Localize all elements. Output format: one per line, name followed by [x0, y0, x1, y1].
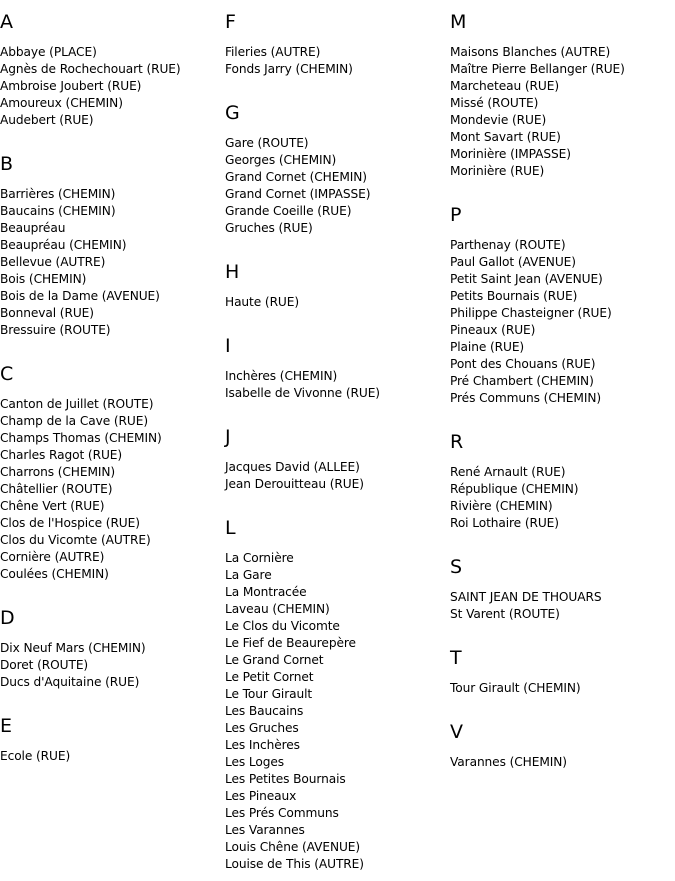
street-list-item: Louise de This (AUTRE): [225, 857, 364, 871]
street-list-item: Prés Communs (CHEMIN): [450, 391, 601, 405]
street-list-item: Ecole (RUE): [0, 749, 71, 763]
letter-section: [225, 260, 447, 311]
street-list-item: Les Gruches: [225, 721, 299, 735]
street-list-item: Le Petit Cornet: [225, 670, 314, 684]
section-letter-heading: E: [0, 715, 13, 737]
section-letter-heading: V: [450, 721, 463, 743]
street-list-item: Roi Lothaire (RUE): [450, 516, 559, 530]
street-list-item: Grande Coeille (RUE): [225, 204, 352, 218]
letter-section: [225, 425, 447, 493]
street-list-item: Plaine (RUE): [450, 340, 525, 354]
street-list-item: Champ de la Cave (RUE): [0, 414, 148, 428]
street-list-item: Les Petites Bournais: [225, 772, 346, 786]
street-list-item: Clos du Vicomte (AUTRE): [0, 533, 151, 547]
street-list-item: Isabelle de Vivonne (RUE): [225, 386, 380, 400]
street-list-item: Bressuire (ROUTE): [0, 323, 111, 337]
column-1: [0, 10, 222, 765]
street-list-item: René Arnault (RUE): [450, 465, 566, 479]
street-list-item: Paul Gallot (AVENUE): [450, 255, 576, 269]
street-list-item: Les Varannes: [225, 823, 305, 837]
section-letter-heading: H: [225, 261, 240, 283]
section-letter-heading: F: [225, 11, 236, 33]
section-letter-heading: C: [0, 363, 14, 385]
street-list-item: Petit Saint Jean (AVENUE): [450, 272, 603, 286]
street-list-item: Morinière (IMPASSE): [450, 147, 571, 161]
street-list-item: Inchères (CHEMIN): [225, 369, 338, 383]
street-list-item: Audebert (RUE): [0, 113, 94, 127]
street-list-item: Mont Savart (RUE): [450, 130, 561, 144]
street-list-item: Pré Chambert (CHEMIN): [450, 374, 594, 388]
street-list-item: Beaupréau: [0, 221, 66, 235]
street-list-item: Jean Derouitteau (RUE): [225, 477, 364, 491]
column-2: [225, 10, 447, 873]
letter-section: [225, 10, 447, 78]
street-list-item: Les Inchères: [225, 738, 300, 752]
street-list-item: Jacques David (ALLEE): [225, 460, 360, 474]
street-list-item: Gruches (RUE): [225, 221, 313, 235]
street-list-item: Doret (ROUTE): [0, 658, 89, 672]
letter-section: [450, 720, 672, 771]
street-list-item: Le Grand Cornet: [225, 653, 324, 667]
street-list-item: Gare (ROUTE): [225, 136, 309, 150]
street-list-item: La Montracée: [225, 585, 307, 599]
street-list-item: Dix Neuf Mars (CHEMIN): [0, 641, 146, 655]
street-list-item: La Gare: [225, 568, 272, 582]
street-list-item: Ambroise Joubert (RUE): [0, 79, 142, 93]
street-list-item: Maître Pierre Bellanger (RUE): [450, 62, 625, 76]
section-letter-heading: B: [0, 153, 14, 175]
street-list-item: Le Tour Girault: [225, 687, 313, 701]
section-letter-heading: R: [450, 431, 464, 453]
street-list-item: Les Loges: [225, 755, 285, 769]
street-list-item: Mondevie (RUE): [450, 113, 547, 127]
street-list-item: Bonneval (RUE): [0, 306, 94, 320]
street-list-item: Les Pineaux: [225, 789, 297, 803]
street-list-item: Le Clos du Vicomte: [225, 619, 340, 633]
street-list-item: Maisons Blanches (AUTRE): [450, 45, 611, 59]
street-list-item: Abbaye (PLACE): [0, 45, 97, 59]
letter-section: [450, 430, 672, 532]
street-list-item: St Varent (ROUTE): [450, 607, 560, 621]
street-list-item: Coulées (CHEMIN): [0, 567, 109, 581]
street-list-item: Varannes (CHEMIN): [450, 755, 567, 769]
section-letter-heading: P: [450, 204, 462, 226]
section-letter-heading: M: [450, 11, 467, 33]
street-list-item: SAINT JEAN DE THOUARS: [450, 590, 602, 604]
section-letter-heading: D: [0, 607, 15, 629]
section-letter-heading: G: [225, 102, 240, 124]
street-list-item: Haute (RUE): [225, 295, 300, 309]
street-list-item: Les Baucains: [225, 704, 304, 718]
street-list-item: Agnès de Rochechouart (RUE): [0, 62, 181, 76]
street-list-item: Philippe Chasteigner (RUE): [450, 306, 612, 320]
letter-section: [0, 10, 222, 129]
street-list-item: Bois (CHEMIN): [0, 272, 87, 286]
street-list-item: Beaupréau (CHEMIN): [0, 238, 127, 252]
street-list-item: Baucains (CHEMIN): [0, 204, 116, 218]
letter-section: [450, 10, 672, 180]
street-list-item: Marcheteau (RUE): [450, 79, 559, 93]
street-list-item: Petits Bournais (RUE): [450, 289, 578, 303]
letter-section: [225, 101, 447, 237]
letter-section: [450, 555, 672, 623]
column-3: [450, 10, 672, 771]
street-list-item: La Cornière: [225, 551, 294, 565]
street-list-item: Parthenay (ROUTE): [450, 238, 566, 252]
street-list-item: Georges (CHEMIN): [225, 153, 337, 167]
street-list-item: Les Prés Communs: [225, 806, 339, 820]
street-list-item: Laveau (CHEMIN): [225, 602, 330, 616]
section-letter-heading: J: [225, 426, 231, 448]
street-list-item: Le Fief de Beaurepère: [225, 636, 356, 650]
street-list-item: Pineaux (RUE): [450, 323, 536, 337]
letter-section: [0, 362, 222, 583]
section-letter-heading: T: [450, 647, 462, 669]
street-list-item: République (CHEMIN): [450, 482, 579, 496]
street-list-item: Grand Cornet (IMPASSE): [225, 187, 371, 201]
letter-section: [225, 516, 447, 873]
street-list-item: Bellevue (AUTRE): [0, 255, 106, 269]
letter-section: [450, 203, 672, 407]
street-list-item: Amoureux (CHEMIN): [0, 96, 123, 110]
letter-section: [450, 646, 672, 697]
letter-section: [0, 606, 222, 691]
letter-section: [0, 714, 222, 765]
street-list-item: Louis Chêne (AVENUE): [225, 840, 361, 854]
street-list-item: Clos de l'Hospice (RUE): [0, 516, 140, 530]
street-list-item: Morinière (RUE): [450, 164, 545, 178]
street-list-item: Cornière (AUTRE): [0, 550, 105, 564]
street-list-item: Ducs d'Aquitaine (RUE): [0, 675, 140, 689]
street-list-item: Charrons (CHEMIN): [0, 465, 116, 479]
section-letter-heading: L: [225, 517, 236, 539]
section-letter-heading: S: [450, 556, 463, 578]
street-list-item: Grand Cornet (CHEMIN): [225, 170, 367, 184]
street-list-item: Canton de Juillet (ROUTE): [0, 397, 154, 411]
street-list-item: Champs Thomas (CHEMIN): [0, 431, 162, 445]
section-letter-heading: I: [225, 335, 231, 357]
street-list-item: Fileries (AUTRE): [225, 45, 321, 59]
street-list-item: Missé (ROUTE): [450, 96, 539, 110]
street-list-item: Fonds Jarry (CHEMIN): [225, 62, 353, 76]
letter-section: [0, 152, 222, 339]
street-list-item: Barrières (CHEMIN): [0, 187, 116, 201]
street-list-item: Charles Ragot (RUE): [0, 448, 123, 462]
section-letter-heading: A: [0, 11, 13, 33]
street-list-item: Pont des Chouans (RUE): [450, 357, 596, 371]
street-list-item: Chêne Vert (RUE): [0, 499, 105, 513]
letter-section: [225, 334, 447, 402]
street-list-item: Châtellier (ROUTE): [0, 482, 113, 496]
street-list-item: Bois de la Dame (AVENUE): [0, 289, 160, 303]
street-list-item: Tour Girault (CHEMIN): [450, 681, 581, 695]
street-list-item: Rivière (CHEMIN): [450, 499, 553, 513]
